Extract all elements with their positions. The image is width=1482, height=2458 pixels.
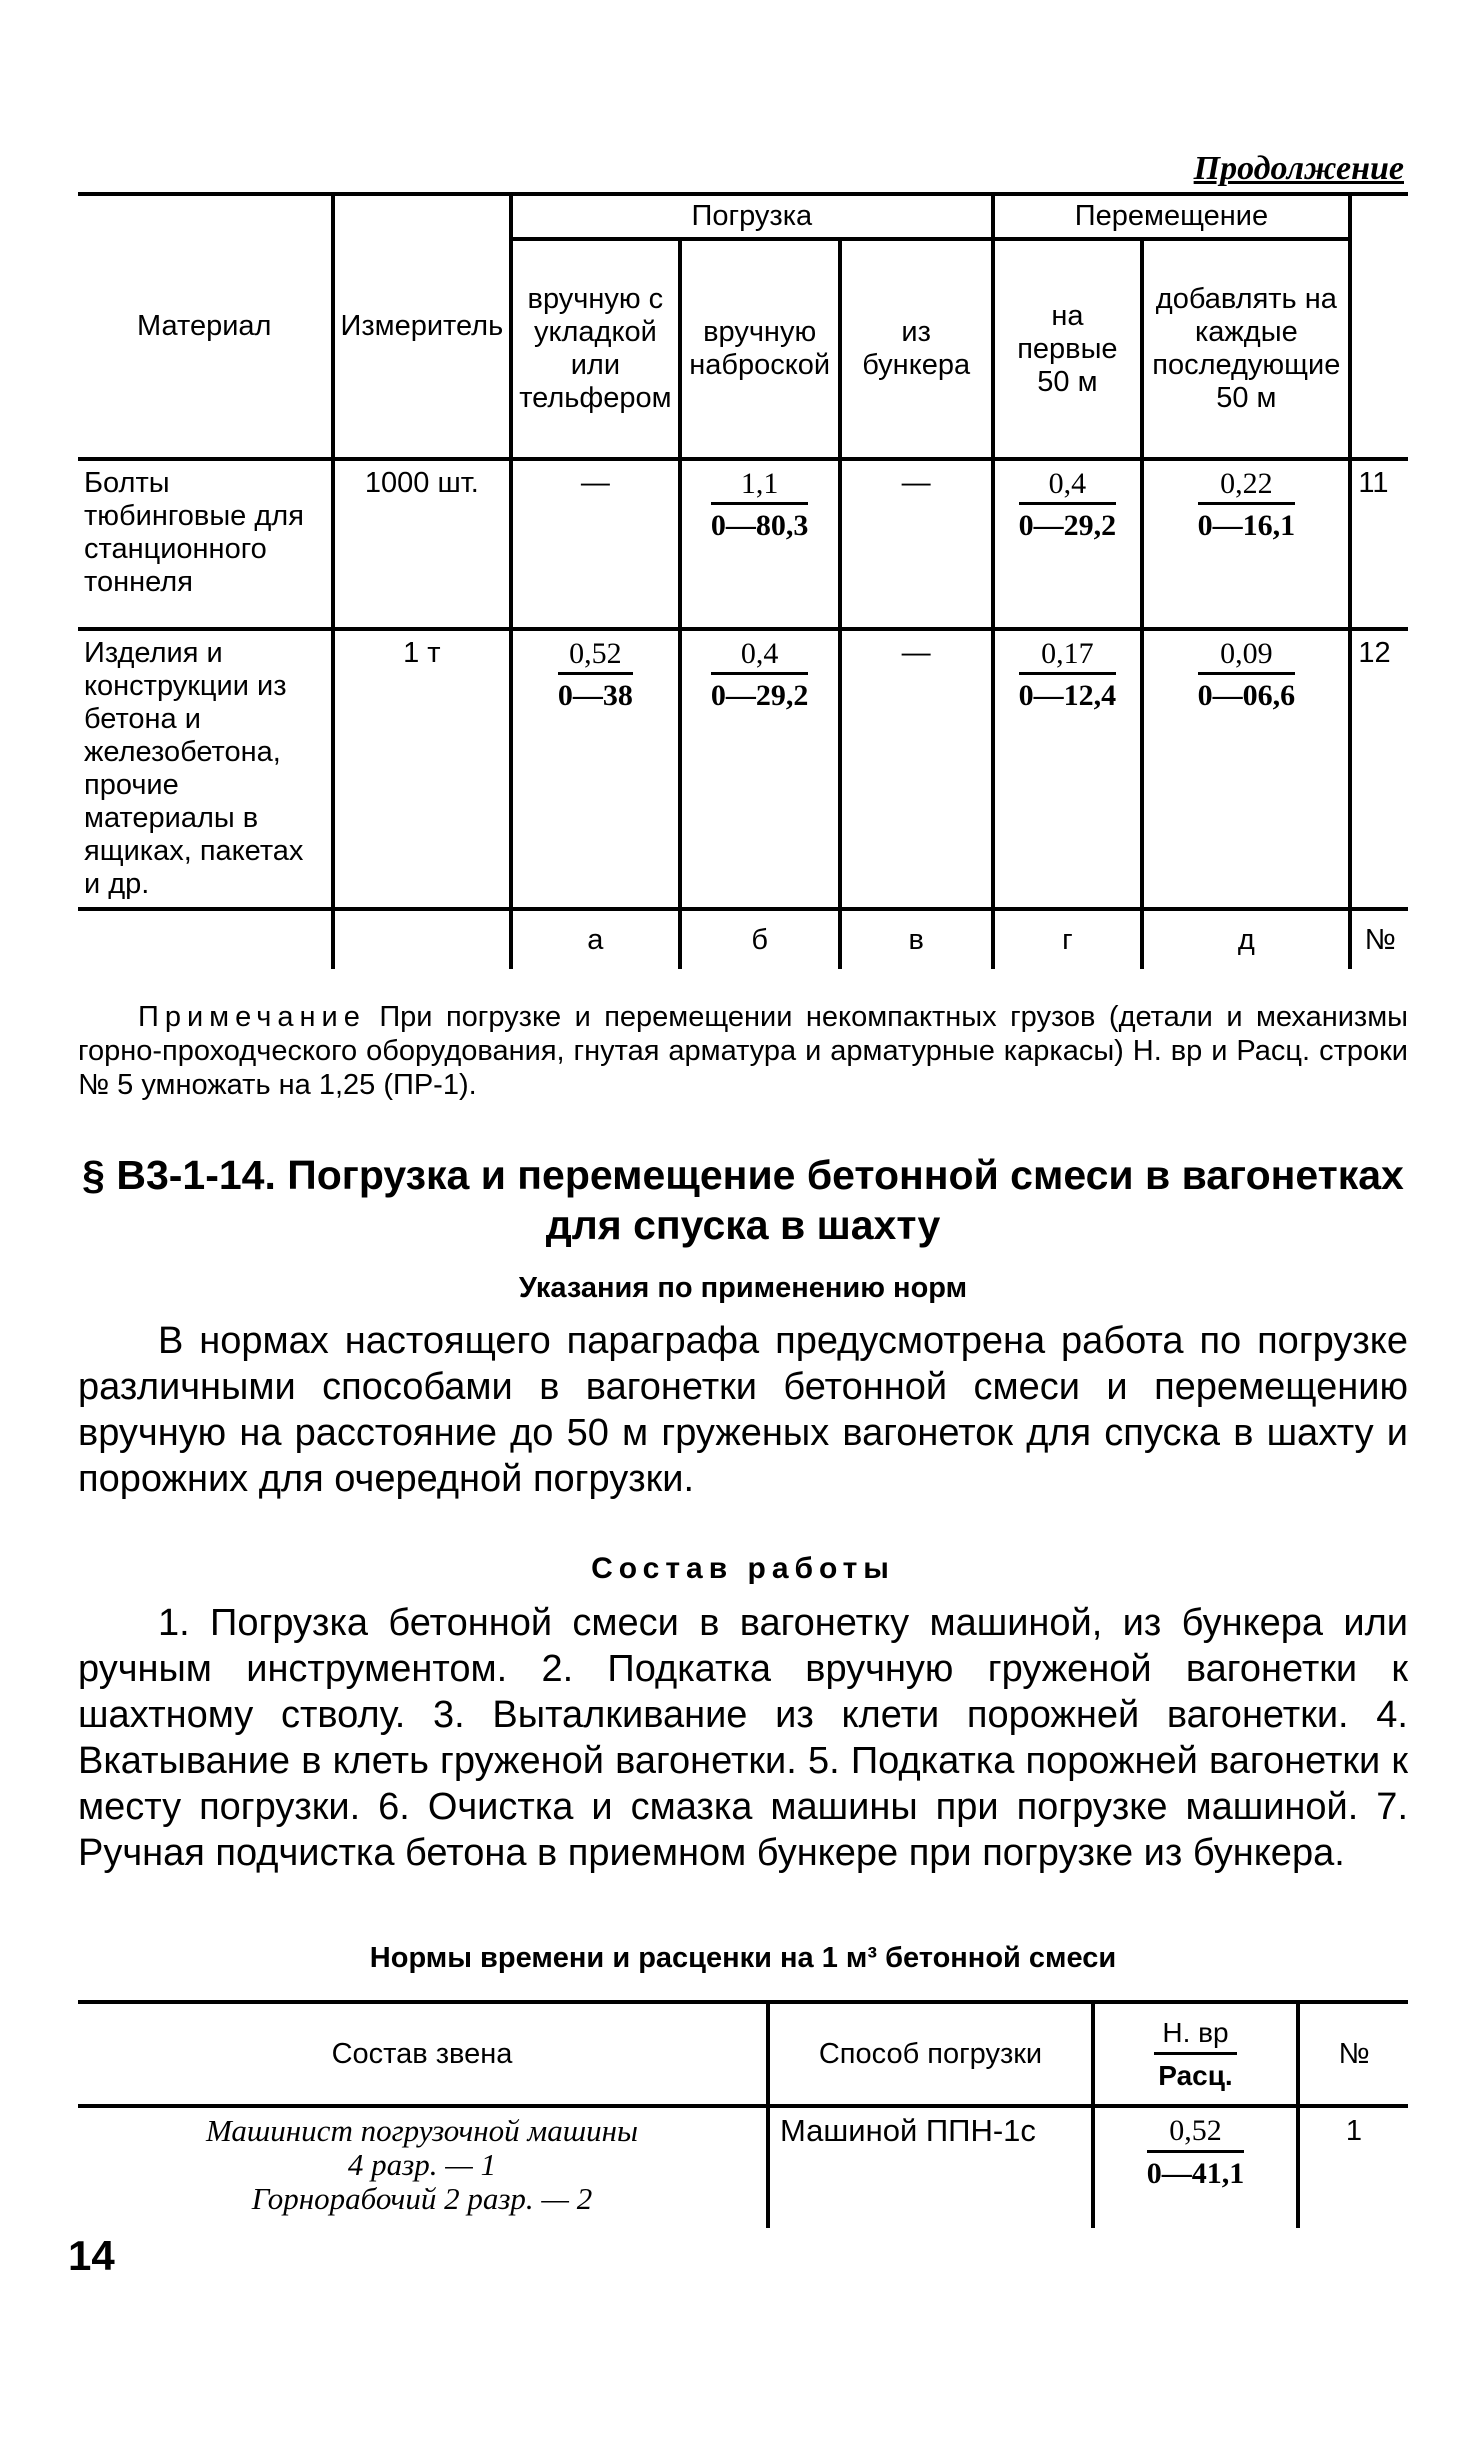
table-row (78, 2106, 1408, 2228)
unit-cell: 1000 шт. (333, 459, 512, 629)
unit-cell: 1 т (333, 629, 512, 909)
page-number: 14 (68, 2232, 115, 2279)
column-letters-row (78, 909, 1408, 969)
letter-no: № (1350, 909, 1408, 969)
letter-a: а (511, 909, 679, 969)
work-heading: Состав работы (591, 1552, 895, 1585)
row-number: 12 (1350, 629, 1408, 909)
header-manual-laying: вручную с укладкой или тельфером (511, 239, 679, 459)
letter-g: г (993, 909, 1143, 969)
instructions-text: В нормах настоящего параграфа предусмотрена работа по погрузке различными способами в вагонетки бетонной смеси и перемещению вручную на расстояние до 50 м груженых вагонеток для спуска в шахту и порожних для очередной погрузки. (78, 1320, 1408, 1500)
header-crew: Состав звена (78, 2002, 768, 2106)
header-number: № (1298, 2002, 1408, 2106)
value-a: $\frac{0,52}{0—38}$ (511, 629, 679, 909)
letter-b: б (680, 909, 840, 969)
header-manual-throw: вручную наброской (680, 239, 840, 459)
value-g: $\frac{0,4}{0—29,2}$ (993, 459, 1143, 629)
value-v: — (840, 629, 993, 909)
note-label: Примечание (138, 1001, 366, 1033)
crew-cell: Машинист погрузочной машины 4 разр. — 1 Горнорабочий 2 разр. — 2 (78, 2106, 768, 2228)
norm-cell: $\frac{0,52}{0—41,1}$ (1093, 2106, 1298, 2228)
letter-d: д (1142, 909, 1350, 969)
table-note (78, 1000, 1408, 1102)
header-moving: Перемещение (993, 194, 1351, 239)
header-material: Материал (78, 194, 333, 459)
header-unit: Измеритель (333, 194, 512, 459)
value-b: $\frac{1,1}{0—80,3}$ (680, 459, 840, 629)
materials-table (78, 192, 1408, 969)
header-from-bunker: из бункера (840, 239, 993, 459)
header-first-50: на первые 50 м (993, 239, 1143, 459)
norms-table (78, 2000, 1408, 2228)
header-method: Способ погрузки (768, 2002, 1093, 2106)
method-cell: Машиной ППН-1с (768, 2106, 1093, 2228)
value-v: — (840, 459, 993, 629)
norms-heading: Нормы времени и расценки на 1 м³ бетонной смеси (369, 1942, 1117, 1974)
value-d: $\frac{0,22}{0—16,1}$ (1142, 459, 1350, 629)
instructions-heading: Указания по применению норм (518, 1272, 968, 1304)
table-row (78, 629, 1408, 909)
value-d: $\frac{0,09}{0—06,6}$ (1142, 629, 1350, 909)
section-title: § В3-1-14. Погрузка и перемещение бетонной смеси в вагонетках для спуска в шахту (82, 1152, 1404, 1248)
material-cell: Изделия и конструкции из бетона и железобетона, прочие материалы в ящиках, пакетах и др. (78, 629, 333, 909)
table-row (78, 459, 1408, 629)
header-norm: $\frac{Н. вр}{\text{Расц.}}$ (1093, 2002, 1298, 2106)
value-b: $\frac{0,4}{0—29,2}$ (680, 629, 840, 909)
letter-v: в (840, 909, 993, 969)
work-text: 1. Погрузка бетонной смеси в вагонетку машиной, из бункера или ручным инструментом. 2. Подкатка вручную груженой вагонетки к шахтному стволу. 3. Выталкивание из клети порожней вагонетки. 4. Вкатывание в клеть груженой вагонетки. 5. Подкатка порожней вагонетки к месту погрузки. 6. Очистка и смазка машины при погрузке машиной. 7. Ручная подчистка бетона в приемном бункере при погрузке из бункера. (78, 1602, 1408, 1874)
continuation-label: Продолжение (1193, 150, 1404, 187)
row-number: 11 (1350, 459, 1408, 629)
material-cell: Болты тюбинговые для станционного тоннеля (78, 459, 333, 629)
value-a: — (511, 459, 679, 629)
value-g: $\frac{0,17}{0—12,4}$ (993, 629, 1143, 909)
row-number: 1 (1345, 2115, 1363, 2147)
header-loading: Погрузка (511, 194, 992, 239)
note-text: При погрузке и перемещении некомпактных грузов (детали и механизмы горно-проходческого оборудования, гнутая арматура и арматурные каркасы) Н. вр и Расц. строки № 5 умножать на 1,25 (ПР-1). (78, 1001, 1408, 1101)
header-each-next: добавлять на каждые последующие 50 м (1142, 239, 1350, 459)
